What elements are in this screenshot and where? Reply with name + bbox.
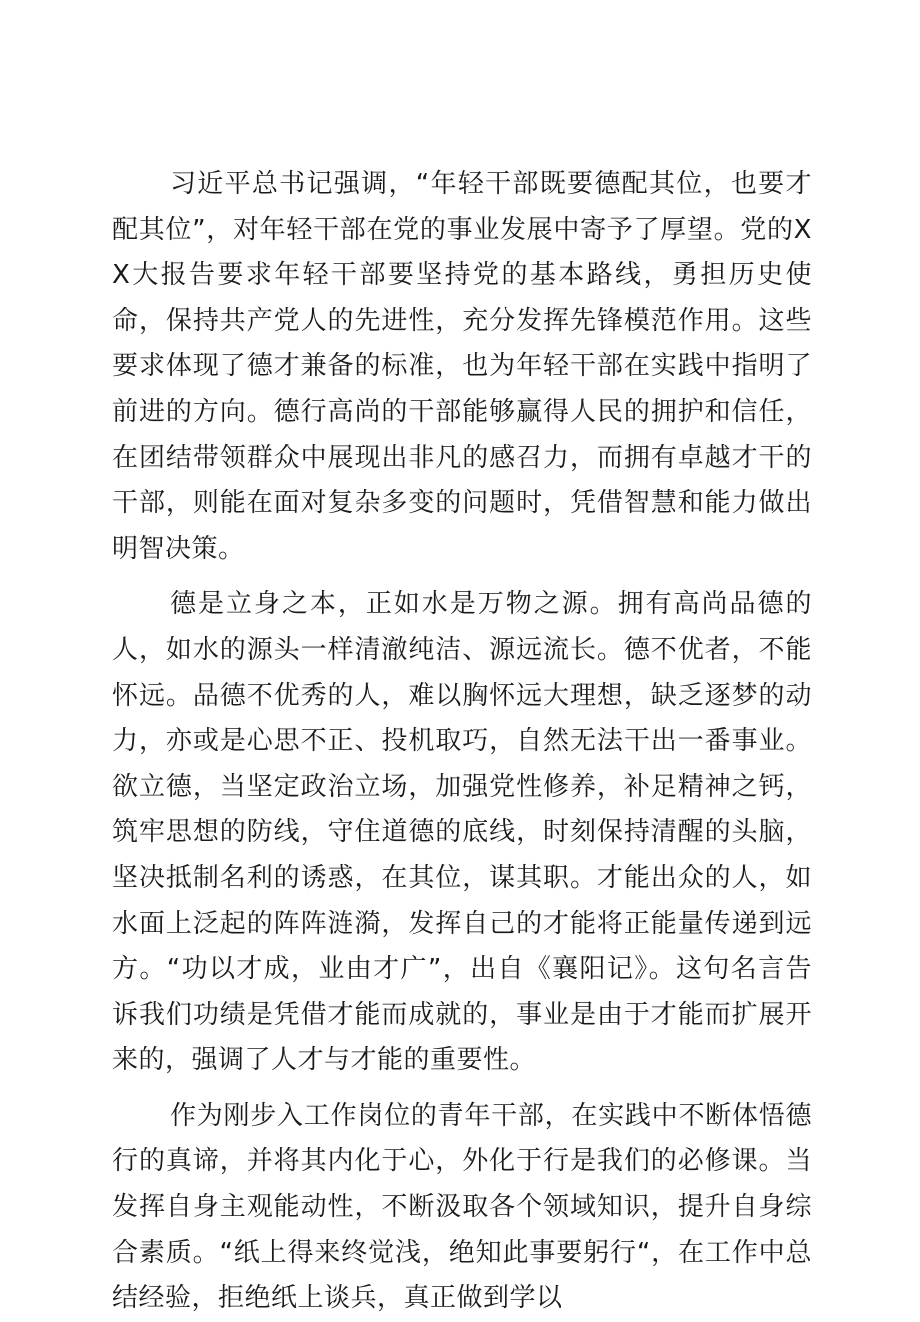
paragraph-3: 作为刚步入工作岗位的青年干部，在实践中不断体悟德行的真谛，并将其内化于心，外化于行是我们的必修课。当发挥自身主观能动性，不断汲取各个领域知识，提升自身综合素质。“纸上得来终觉浅，绝知此事要躬行“，在工作中总结经验，拒绝纸上谈兵，真正做到学以 [112, 1100, 812, 1314]
paragraph-2: 德是立身之本，正如水是万物之源。拥有高尚品德的人，如水的源头一样清澈纯洁、源远流长。德不优者，不能怀远。品德不优秀的人，难以胸怀远大理想，缺乏逐梦的动力，亦或是心思不正、投机取巧，自然无法干出一番事业。欲立德，当坚定政治立场，加强党性修养，补足精神之钙，筑牢思想的防线，守住道德的底线，时刻保持清醒的头脑，坚决抵制名利的诱惑，在其位，谋其职。才能出众的人，如水面上泛起的阵阵涟漪，发挥自己的才能将正能量传递到远方。“功以才成，业由才广”，出自《襄阳记》。这句名言告诉我们功绩是凭借才能而成就的，事业是由于才能而扩展开来的，强调了人才与才能的重要性。 [112, 589, 812, 1076]
paragraph-1: 习近平总书记强调，“年轻干部既要德配其位，也要才配其位”，对年轻干部在党的事业发展中寄予了厚望。党的XX大报告要求年轻干部要坚持党的基本路线，勇担历史使命，保持共产党人的先进性，充分发挥先锋模范作用。这些要求体现了德才兼备的标准，也为年轻干部在实践中指明了前进的方向。德行高尚的干部能够赢得人民的拥护和信任，在团结带领群众中展现出非凡的感召力，而拥有卓越才干的干部，则能在面对复杂多变的问题时，凭借智慧和能力做出明智决策。 [112, 169, 812, 564]
document-body [112, 162, 812, 1322]
